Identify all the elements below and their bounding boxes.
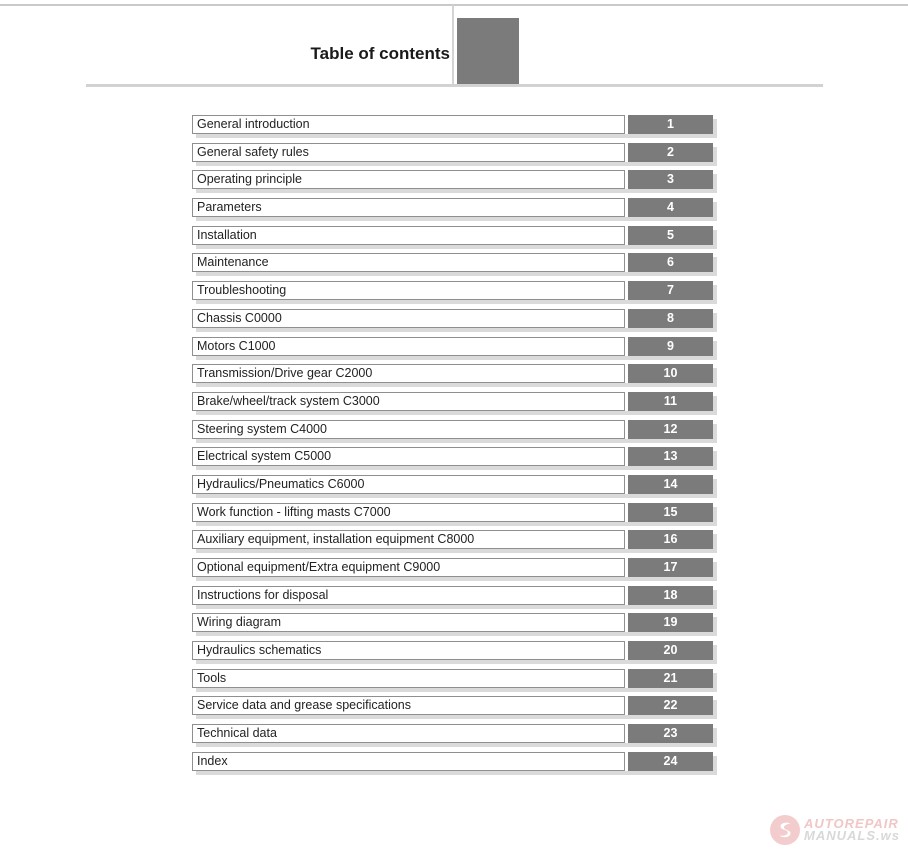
watermark-line1: AUTOREPAIR — [804, 816, 899, 831]
toc-row[interactable] — [192, 558, 713, 577]
header-vertical-divider — [452, 5, 454, 86]
toc-entry-label: Hydraulics schematics — [192, 641, 625, 660]
toc-row[interactable] — [192, 143, 713, 162]
toc-entry-label: Motors C1000 — [192, 337, 625, 356]
toc-page-number: 3 — [628, 170, 713, 189]
toc-entry-label: Steering system C4000 — [192, 420, 625, 439]
toc-entry-label: Installation — [192, 226, 625, 245]
toc-page-number: 20 — [628, 641, 713, 660]
toc-entry-label: Technical data — [192, 724, 625, 743]
toc-page-number: 8 — [628, 309, 713, 328]
header-horizontal-rule — [86, 84, 823, 87]
toc-page-number: 18 — [628, 586, 713, 605]
toc-entry-label: Tools — [192, 669, 625, 688]
toc-entry-label: Index — [192, 752, 625, 771]
toc-entry-label: Work function - lifting masts C7000 — [192, 503, 625, 522]
toc-page-number: 17 — [628, 558, 713, 577]
toc-row[interactable] — [192, 337, 713, 356]
toc-row[interactable] — [192, 364, 713, 383]
toc-row[interactable] — [192, 475, 713, 494]
toc-page-number: 7 — [628, 281, 713, 300]
toc-page-number: 16 — [628, 530, 713, 549]
toc-entry-label: Chassis C0000 — [192, 309, 625, 328]
toc-page-number: 15 — [628, 503, 713, 522]
toc-page-number: 11 — [628, 392, 713, 411]
toc-page-number: 10 — [628, 364, 713, 383]
toc-row[interactable] — [192, 447, 713, 466]
toc-row[interactable] — [192, 115, 713, 134]
toc-page-number: 2 — [628, 143, 713, 162]
s-swirl-logo-icon — [770, 815, 800, 845]
toc-entry-label: Wiring diagram — [192, 613, 625, 632]
toc-page-number: 24 — [628, 752, 713, 771]
toc-entry-label: Auxiliary equipment, installation equipment C8000 — [192, 530, 625, 549]
toc-page-number: 14 — [628, 475, 713, 494]
toc-row[interactable] — [192, 724, 713, 743]
toc-row[interactable] — [192, 752, 713, 771]
toc-page-number: 1 — [628, 115, 713, 134]
toc-row[interactable] — [192, 530, 713, 549]
toc-row[interactable] — [192, 641, 713, 660]
toc-page-number: 19 — [628, 613, 713, 632]
toc-entry-label: Optional equipment/Extra equipment C9000 — [192, 558, 625, 577]
toc-entry-label: Instructions for disposal — [192, 586, 625, 605]
toc-list — [192, 115, 713, 780]
header-chapter-tab-block — [457, 18, 519, 86]
toc-row[interactable] — [192, 281, 713, 300]
toc-row[interactable] — [192, 309, 713, 328]
toc-entry-label: General safety rules — [192, 143, 625, 162]
toc-entry-label: Maintenance — [192, 253, 625, 272]
toc-entry-label: Transmission/Drive gear C2000 — [192, 364, 625, 383]
toc-row[interactable] — [192, 198, 713, 217]
toc-row[interactable] — [192, 170, 713, 189]
toc-entry-label: Electrical system C5000 — [192, 447, 625, 466]
toc-page-number: 13 — [628, 447, 713, 466]
toc-entry-label: Troubleshooting — [192, 281, 625, 300]
page-top-rule — [0, 4, 908, 6]
toc-page-number: 21 — [628, 669, 713, 688]
toc-entry-label: Hydraulics/Pneumatics C6000 — [192, 475, 625, 494]
toc-row[interactable] — [192, 253, 713, 272]
toc-row[interactable] — [192, 669, 713, 688]
toc-row[interactable] — [192, 226, 713, 245]
toc-row[interactable] — [192, 420, 713, 439]
toc-row[interactable] — [192, 586, 713, 605]
toc-page-number: 5 — [628, 226, 713, 245]
watermark-line2: MANUALS.ws — [804, 828, 900, 843]
page-title: Table of contents — [310, 44, 450, 63]
toc-row[interactable] — [192, 696, 713, 715]
watermark — [770, 815, 900, 845]
toc-entry-label: Service data and grease specifications — [192, 696, 625, 715]
toc-row[interactable] — [192, 503, 713, 522]
toc-page-number: 23 — [628, 724, 713, 743]
toc-entry-label: General introduction — [192, 115, 625, 134]
toc-page-number: 9 — [628, 337, 713, 356]
toc-entry-label: Parameters — [192, 198, 625, 217]
toc-row[interactable] — [192, 613, 713, 632]
toc-page-number: 6 — [628, 253, 713, 272]
toc-page-number: 4 — [628, 198, 713, 217]
toc-page-number: 12 — [628, 420, 713, 439]
toc-entry-label: Operating principle — [192, 170, 625, 189]
toc-row[interactable] — [192, 392, 713, 411]
toc-entry-label: Brake/wheel/track system C3000 — [192, 392, 625, 411]
watermark-text — [804, 818, 900, 842]
toc-page-number: 22 — [628, 696, 713, 715]
